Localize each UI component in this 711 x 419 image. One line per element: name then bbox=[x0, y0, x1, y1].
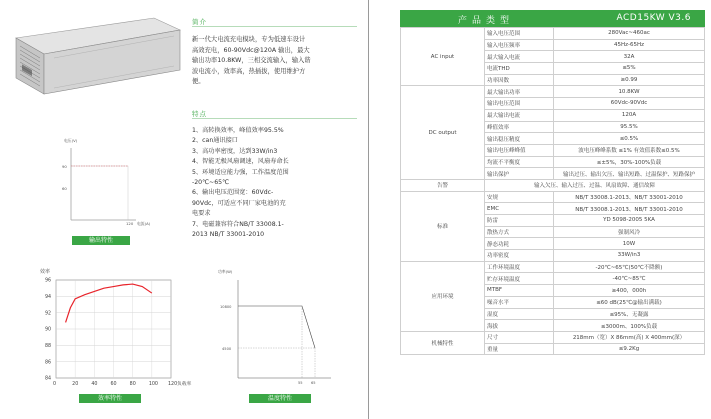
intro-line: 新一代大电流充电模块，专为低速车设计 bbox=[192, 36, 306, 43]
spec-category: 标准 bbox=[401, 191, 485, 261]
output-chart-ylabel: 电压(V) bbox=[64, 138, 78, 143]
spec-row bbox=[401, 261, 705, 273]
spec-param: 防雷 bbox=[485, 215, 554, 227]
efficiency-chart-caption: 效率特性 bbox=[79, 394, 141, 403]
spec-value: 280Vac~460ac bbox=[554, 28, 705, 40]
temperature-chart-xtick: 65 bbox=[311, 381, 316, 385]
feature-item: 3、高功率密度，达到33W/in3 bbox=[192, 147, 278, 155]
spec-param: 输入电压范围 bbox=[485, 28, 554, 40]
intro-text bbox=[192, 35, 357, 88]
temperature-chart-ytick: 10800 bbox=[220, 305, 232, 309]
spec-param: 尺寸 bbox=[485, 331, 554, 343]
feature-item: -20℃~65℃ bbox=[192, 179, 230, 187]
spec-value: 218mm（宽）X 86mm(高) X 400mm(深） bbox=[554, 331, 705, 343]
spec-param: 输入电压频率 bbox=[485, 39, 554, 51]
spec-row bbox=[401, 86, 705, 98]
spec-value: ≤3000m、100%负载 bbox=[554, 320, 705, 332]
spec-param: 最大输入电流 bbox=[485, 51, 554, 63]
feature-list bbox=[192, 126, 357, 240]
intro-line: 输出功率10.8KW，三相交流输入，输入谐 bbox=[192, 57, 311, 65]
spec-value: 33W/in3 bbox=[554, 250, 705, 262]
efficiency-curve bbox=[66, 284, 152, 322]
temperature-chart-ylabel: 功率(W) bbox=[218, 269, 233, 274]
spec-value: ≥0.99 bbox=[554, 74, 705, 86]
intro-line: 便。 bbox=[192, 78, 205, 86]
spec-value: 95.5% bbox=[554, 121, 705, 133]
efficiency-ytick: 94 bbox=[45, 294, 52, 300]
efficiency-ytick: 92 bbox=[45, 311, 52, 317]
efficiency-xtick: 20 bbox=[72, 382, 79, 387]
temperature-curve bbox=[238, 306, 315, 348]
spec-value: ≤60 dB(25℃@输出满载) bbox=[554, 296, 705, 308]
efficiency-xtick: 40 bbox=[91, 382, 98, 387]
efficiency-ytick: 90 bbox=[45, 327, 52, 333]
spec-value: -40℃~85℃ bbox=[554, 273, 705, 285]
spec-param: 输出电压峰峰值 bbox=[485, 144, 554, 156]
spec-value: NB/T 33008.1-2013、NB/T 33001-2010 bbox=[554, 203, 705, 215]
spec-value: ≥400，000h bbox=[554, 285, 705, 297]
efficiency-chart bbox=[36, 266, 196, 391]
efficiency-xtick: 60 bbox=[110, 382, 117, 387]
output-chart-xtick: 120 bbox=[126, 221, 134, 226]
spec-value: 10W bbox=[554, 238, 705, 250]
output-chart-xlabel: 电流(A) bbox=[137, 221, 151, 226]
spec-param: 输出保护 bbox=[485, 168, 554, 180]
spec-param: 功率因数 bbox=[485, 74, 554, 86]
spec-model: ACD15KW V3.6 bbox=[616, 13, 691, 23]
temperature-chart-xtick: 55 bbox=[298, 381, 303, 385]
spec-panel bbox=[400, 10, 705, 355]
intro-line: 波电流小，效率高，热插拔，使用维护方 bbox=[192, 67, 306, 75]
spec-category: 告警 bbox=[401, 179, 485, 191]
feature-item: 7、电磁兼容符合NB/T 33008.1- bbox=[192, 220, 284, 228]
spec-value: 波电压峰峰系数 ≤1% 有效值系数≤0.5% bbox=[554, 144, 705, 156]
spec-value: ≤5% bbox=[554, 63, 705, 75]
feature-item: 2、can通讯接口 bbox=[192, 137, 238, 145]
efficiency-xtick: 0 bbox=[53, 382, 57, 387]
spec-value: 10.8KW bbox=[554, 86, 705, 98]
efficiency-xtick: 100 bbox=[148, 382, 158, 387]
feature-item: 5、环境适应能力强，工作温度范围 bbox=[192, 168, 289, 176]
spec-param: 功率密度 bbox=[485, 250, 554, 262]
spec-category: 机械特性 bbox=[401, 331, 485, 354]
spec-value: ≤95%、无凝露 bbox=[554, 308, 705, 320]
spec-param: 输出稳压精度 bbox=[485, 133, 554, 145]
spec-value: 45Hz-65Hz bbox=[554, 39, 705, 51]
spec-row bbox=[401, 331, 705, 343]
spec-header bbox=[400, 10, 705, 27]
spec-param: 贮存环境温度 bbox=[485, 273, 554, 285]
intro-underline bbox=[192, 26, 357, 27]
efficiency-ytick: 88 bbox=[45, 343, 52, 349]
spec-value: 输出过压、输出欠压、输出短路、过温保护、短路保护 bbox=[554, 168, 705, 180]
spec-param: 最大输出功率 bbox=[485, 86, 554, 98]
feature-item: 90Vdc，可适应不同厂家电池的充 bbox=[192, 199, 286, 207]
spec-category: DC output bbox=[401, 86, 485, 180]
spec-value: ≤±5%，30%-100%负载 bbox=[554, 156, 705, 168]
spec-param: 湿度 bbox=[485, 308, 554, 320]
spec-value: ≤9.2Kg bbox=[554, 343, 705, 355]
spec-value: -20℃~65℃(50℃不降额) bbox=[554, 261, 705, 273]
spec-param: 工作环境温度 bbox=[485, 261, 554, 273]
output-chart-ytick: 60 bbox=[62, 186, 67, 191]
product-image bbox=[4, 10, 184, 100]
spec-value: 输入欠压、输入过压、过温、风扇故障、通信故障 bbox=[485, 179, 705, 191]
spec-row bbox=[401, 179, 705, 191]
temperature-chart-caption: 温度特性 bbox=[249, 394, 311, 403]
spec-param: 均流不平衡度 bbox=[485, 156, 554, 168]
output-chart-ytick: 90 bbox=[62, 164, 67, 169]
spec-header-title: 产品类型 bbox=[458, 16, 515, 26]
efficiency-xtick: 80 bbox=[129, 382, 136, 387]
feature-item: 6、输出电压范围宽：60Vdc- bbox=[192, 189, 274, 197]
spec-row bbox=[401, 191, 705, 203]
spec-value: ≤0.5% bbox=[554, 133, 705, 145]
spec-category: 应用环境 bbox=[401, 261, 485, 331]
spec-value: YD 5098-2005 5KA bbox=[554, 215, 705, 227]
temperature-chart bbox=[216, 266, 336, 391]
spec-value: 32A bbox=[554, 51, 705, 63]
efficiency-ytick: 86 bbox=[45, 360, 52, 366]
efficiency-chart-xlabel: 负载率 bbox=[177, 382, 192, 387]
spec-param: 海拔 bbox=[485, 320, 554, 332]
efficiency-chart-ylabel: 效率 bbox=[40, 269, 51, 275]
temperature-chart-ytick: 4500 bbox=[222, 347, 232, 351]
spec-param: 静态功耗 bbox=[485, 238, 554, 250]
page-divider bbox=[368, 0, 369, 419]
spec-param: 噪音水平 bbox=[485, 296, 554, 308]
feature-item: 电要求 bbox=[192, 210, 211, 218]
spec-value: NB/T 33008.1-2013、NB/T 33001-2010 bbox=[554, 191, 705, 203]
spec-param: 散热方式 bbox=[485, 226, 554, 238]
spec-row bbox=[401, 28, 705, 40]
feature-item: 1、高转换效率，峰值效率95.5% bbox=[192, 127, 284, 134]
efficiency-ytick: 96 bbox=[45, 278, 52, 284]
feature-item: 2013 NB/T 33001-2010 bbox=[192, 231, 265, 239]
output-chart bbox=[58, 132, 158, 232]
spec-param: 输出电压范围 bbox=[485, 98, 554, 110]
spec-value: 60Vdc-90Vdc bbox=[554, 98, 705, 110]
output-chart-caption: 输出特性 bbox=[72, 236, 130, 245]
spec-param: 峰值效率 bbox=[485, 121, 554, 133]
spec-param: 最大输出电流 bbox=[485, 109, 554, 121]
features-underline bbox=[192, 118, 357, 119]
spec-value: 120A bbox=[554, 109, 705, 121]
intro-title: 简介 bbox=[192, 18, 207, 26]
spec-param: 电流THD bbox=[485, 63, 554, 75]
efficiency-xtick: 120 bbox=[168, 382, 178, 387]
spec-category: AC input bbox=[401, 28, 485, 86]
spec-table bbox=[400, 27, 705, 355]
feature-item: 4、智能无极风扇调速，风扇寿命长 bbox=[192, 158, 289, 166]
intro-line: 高效充电，60-90Vdc@120A 输出，最大 bbox=[192, 46, 310, 54]
features-title: 特点 bbox=[192, 110, 207, 118]
spec-param: 重量 bbox=[485, 343, 554, 355]
spec-param: EMC bbox=[485, 203, 554, 215]
efficiency-ytick: 84 bbox=[45, 376, 52, 382]
spec-value: 强制风冷 bbox=[554, 226, 705, 238]
output-chart-box bbox=[71, 166, 128, 220]
spec-param: 安规 bbox=[485, 191, 554, 203]
spec-param: MTBF bbox=[485, 285, 554, 297]
